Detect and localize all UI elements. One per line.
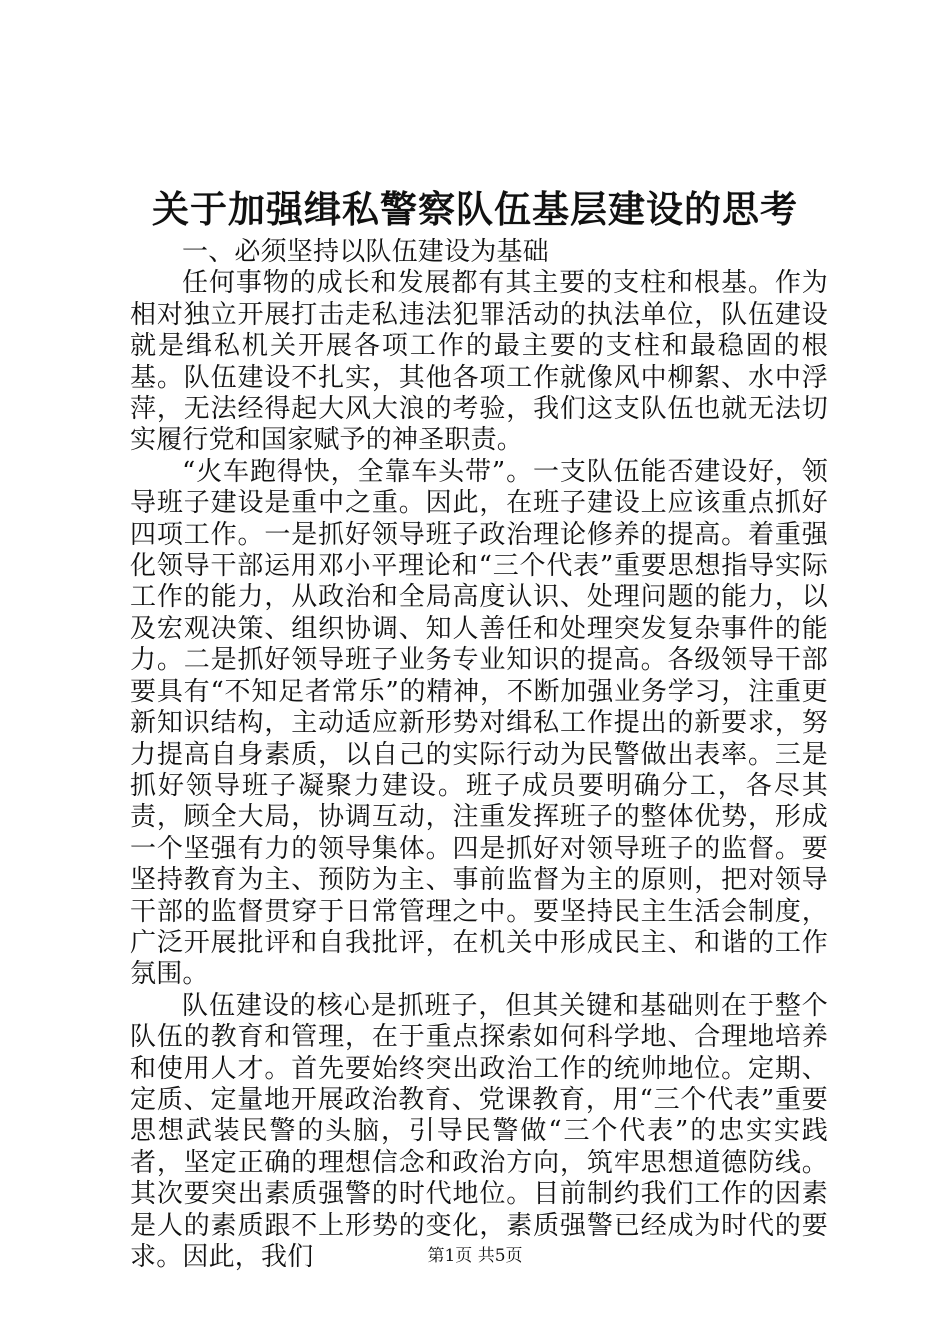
section-heading: 一、必须坚持以队伍建设为基础 (182, 237, 549, 267)
document-body (130, 237, 828, 1273)
paragraph-1: 任何事物的成长和发展都有其主要的支柱和根基。作为相对独立开展打击走私违法犯罪活动的执法单位，队伍建设就是缉私机关开展各项工作的最主要的支柱和最稳固的根基。队伍建设不扎实，其他各项工作就像风中柳絮、水中浮萍，无法经得起大风大浪的考验，我们这支队伍也就无法切实履行党和国家赋予的神圣职责。 (130, 268, 828, 456)
paragraph-2: “火车跑得快，全靠车头带”。一支队伍能否建设好，领导班子建设是重中之重。因此，在班子建设上应该重点抓好四项工作。一是抓好领导班子政治理论修养的提高。着重强化领导干部运用邓小平理论和“三个代表”重要思想指导实际工作的能力，从政治和全局高度认识、处理问题的能力，以及宏观决策、组织协调、知人善任和处理突发复杂事件的能力。二是抓好领导班子业务专业知识的提高。各级领导干部要具有“不知足者常乐”的精神，不断加强业务学习，注重更新知识结构，主动适应新形势对缉私工作提出的新要求，努力提高自身素质，以自己的实际行动为民警做出表率。三是抓好领导班子凝聚力建设。班子成员要明确分工，各尽其责，顾全大局，协调互动，注重发挥班子的整体优势，形成一个坚强有力的领导集体。四是抓好对领导班子的监督。要坚持教育为主、预防为主、事前监督为主的原则，把对领导干部的监督贯穿于日常管理之中。要坚持民主生活会制度，广泛开展批评和自我批评，在机关中形成民主、和谐的工作氛围。 (130, 456, 828, 990)
page-indicator: 第1页 共5页 (427, 1246, 523, 1266)
document-title: 关于加强缉私警察队伍基层建设的思考 (152, 187, 798, 231)
paragraph-3: 队伍建设的核心是抓班子，但其关键和基础则在于整个队伍的教育和管理，在于重点探索如何科学地、合理地培养和使用人才。首先要始终突出政治工作的统帅地位。定期、定质、定量地开展政治教育、党课教育，用“三个代表”重要思想武装民警的头脑，引导民警做“三个代表”的忠实实践者，坚定正确的理想信念和政治方向，筑牢思想道德防线。其次要突出素质强警的时代地位。目前制约我们工作的因素是人的素质跟不上形势的变化，素质强警已经成为时代的要求。因此，我们 (130, 990, 828, 1272)
